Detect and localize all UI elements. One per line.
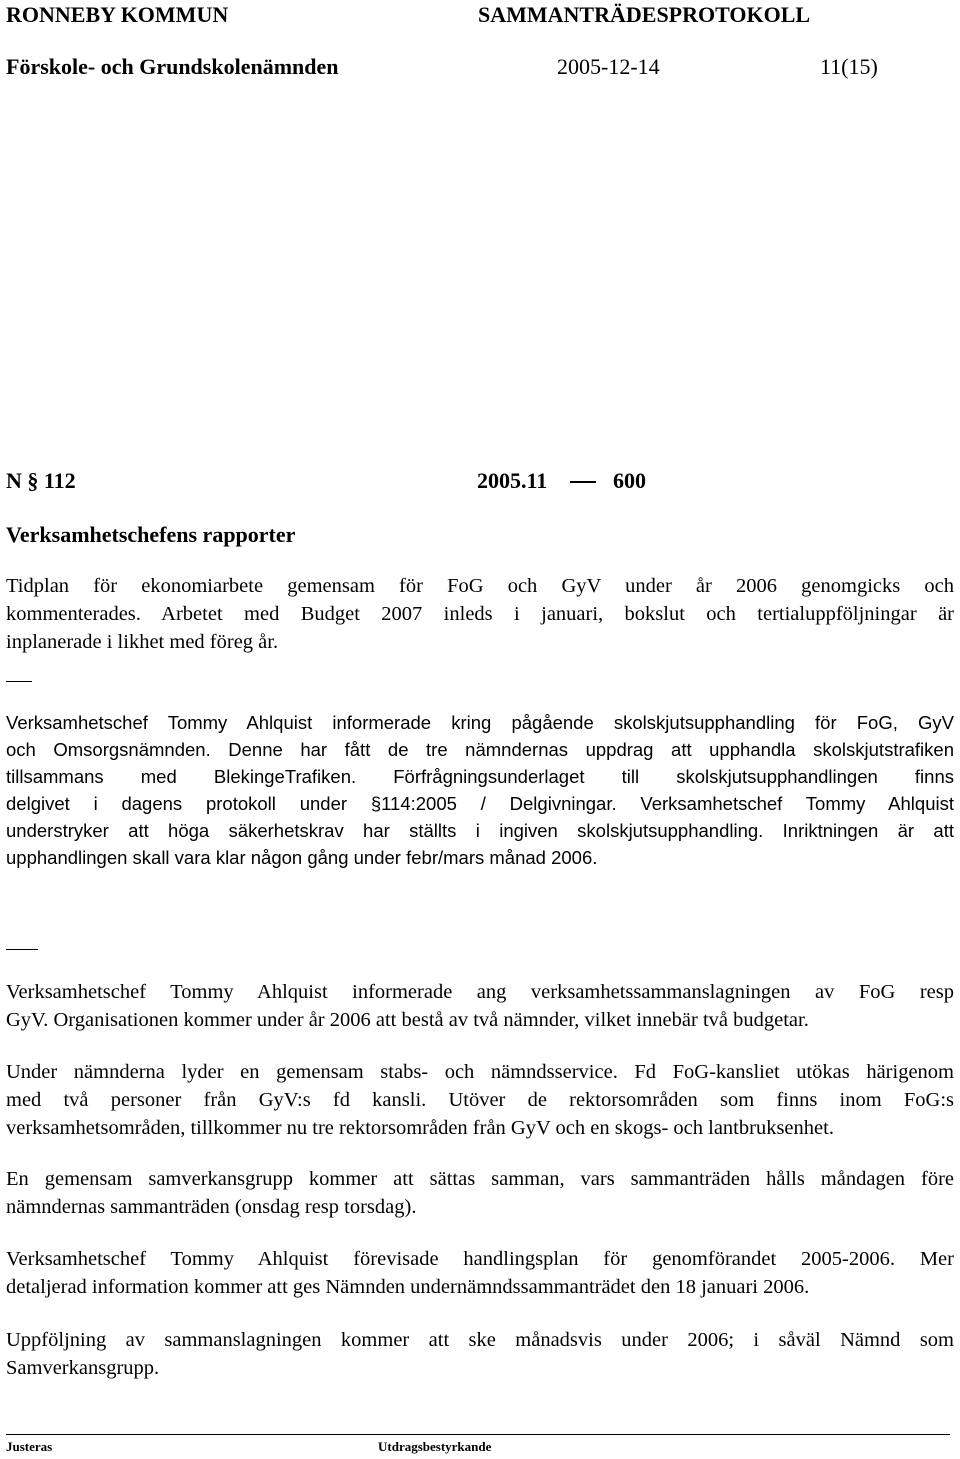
- item-number: N § 112: [6, 468, 76, 493]
- paragraph5-line: En gemensam samverkansgrupp kommer att sättas samman, vars sammanträden hålls måndagen före: [6, 1168, 954, 1190]
- meeting-date: 2005-12-14: [557, 54, 660, 79]
- paragraph1-line: inplanerade i likhet med föreg år.: [6, 631, 279, 653]
- paragraph1-line: Tidplan för ekonomiarbete gemensam för FoG och GyV under år 2006 genomgicks och: [6, 575, 954, 597]
- paragraph3-line: GyV. Organisationen kommer under år 2006 att bestå av två nämnder, vilket innebär två budgetar.: [6, 1009, 809, 1031]
- separator-dash: [6, 949, 38, 950]
- paragraph5-line: nämndernas sammanträden (onsdag resp torsdag).: [6, 1196, 417, 1218]
- paragraph6-line: detaljerad information kommer att ges Nämnden undernämndssammanträdet den 18 januari 2006.: [6, 1276, 810, 1298]
- paragraph7-line: Uppföljning av sammanslagningen kommer att ske månadsvis under 2006; i såväl Nämnd som: [6, 1329, 954, 1351]
- paragraph7-line: Samverkansgrupp.: [6, 1357, 160, 1379]
- paragraph4-line: verksamhetsområden, tillkommer nu tre rektorsområden från GyV och en skogs- och lantbruksenhet.: [6, 1117, 834, 1139]
- board-name: Förskole- och Grundskolenämnden: [6, 54, 339, 79]
- reference-code: 600: [613, 468, 646, 493]
- paragraph6-line: Verksamhetschef Tommy Ahlquist förevisade handlingsplan för genomförandet 2005-2006. Mer: [6, 1248, 954, 1270]
- paragraph4-line: Under nämnderna lyder en gemensam stabs- och nämndsservice. Fd FoG-kansliet utökas härigenom: [6, 1061, 954, 1083]
- paragraph4-line: med två personer från GyV:s fd kansli. Utöver de rektorsområden som finns inom FoG:s: [6, 1089, 954, 1111]
- paragraph2-line: delgivet i dagens protokoll under §114:2005 / Delgivningar. Verksamhetschef Tommy Ahlquist: [6, 793, 954, 814]
- footer-rule: [6, 1434, 950, 1435]
- paragraph2-line: och Omsorgsnämnden. Denne har fått de tre nämndernas uppdrag att upphandla skolskjutstrafiken: [6, 739, 954, 760]
- municipality-name: RONNEBY KOMMUN: [6, 2, 229, 27]
- footer-extract-label: Utdragsbestyrkande: [378, 1439, 492, 1454]
- paragraph1-line: kommenterades. Arbetet med Budget 2007 inleds i januari, bokslut och tertialuppföljningar är: [6, 603, 954, 625]
- item-title: Verksamhetschefens rapporter: [6, 522, 296, 547]
- footer-initials-label: Justeras: [6, 1439, 53, 1454]
- document-type: SAMMANTRÄDESPROTOKOLL: [478, 2, 811, 27]
- reference-number: 2005.11: [477, 468, 548, 493]
- separator-dash: [6, 681, 32, 682]
- paragraph2-line: understryker att höga säkerhetskrav har ställts i ingiven skolskjutsupphandling. Inriktningen är att: [6, 820, 954, 841]
- reference-dash: [570, 481, 596, 483]
- paragraph2-line: Verksamhetschef Tommy Ahlquist informerade kring pågående skolskjutsupphandling för FoG, GyV: [6, 712, 954, 733]
- paragraph3-line: Verksamhetschef Tommy Ahlquist informerade ang verksamhetssammanslagningen av FoG resp: [6, 981, 954, 1003]
- paragraph2-line: tillsammans med BlekingeTrafiken. Förfrågningsunderlaget till skolskjutsupphandlingen finns: [6, 766, 954, 787]
- page-number: 11(15): [820, 54, 878, 79]
- paragraph2-line: upphandlingen skall vara klar någon gång under febr/mars månad 2006.: [6, 847, 598, 868]
